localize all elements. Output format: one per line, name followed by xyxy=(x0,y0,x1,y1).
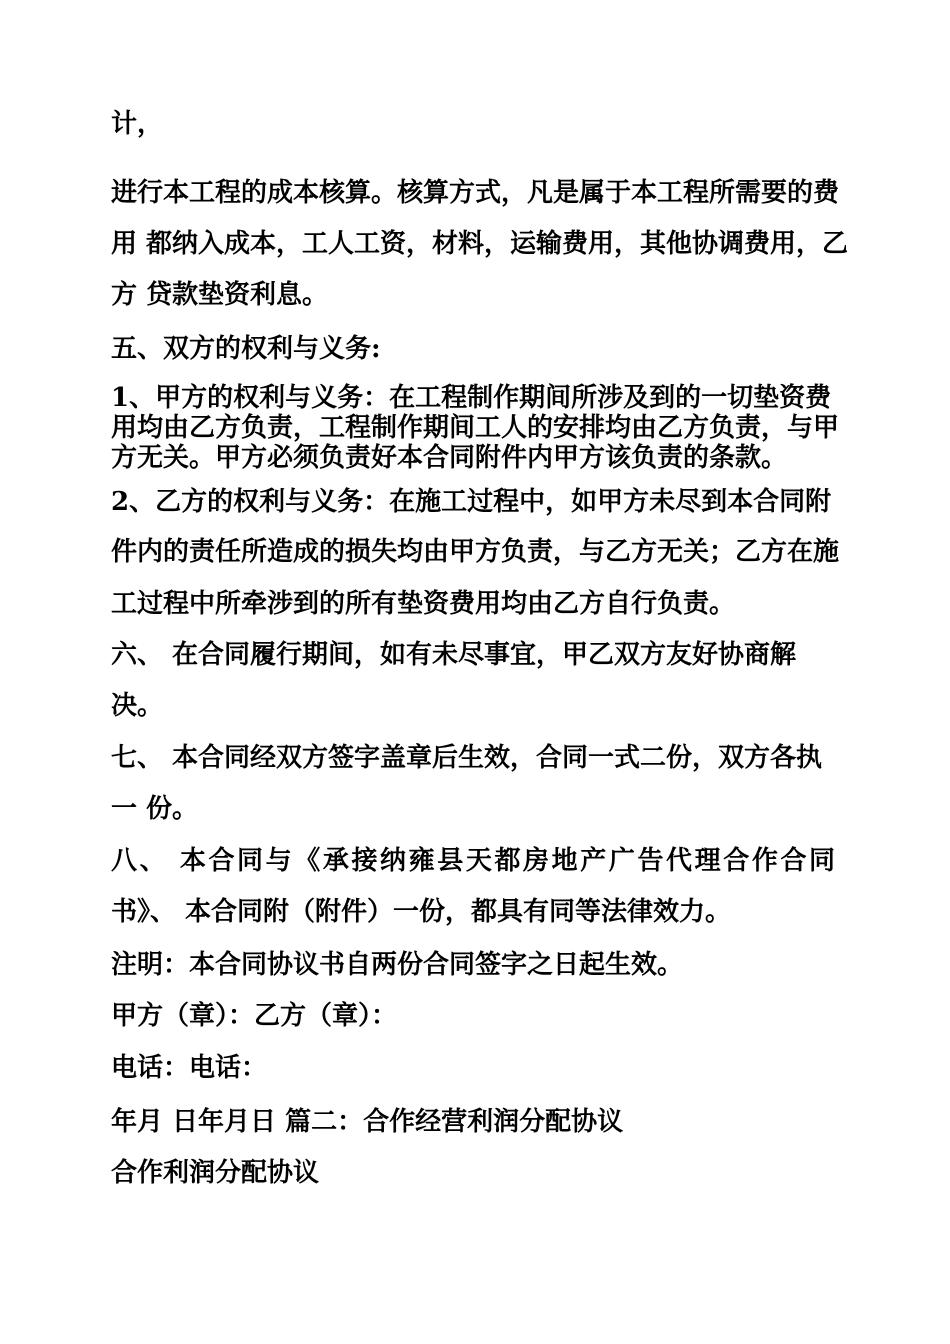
text-line: 方 贷款垫资利息。 xyxy=(111,280,329,310)
text-line: 用均由乙方负责，工程制作期间工人的安排均由乙方负责，与甲 xyxy=(111,413,840,443)
text-line: 工过程中所牵涉到的所有垫资费用均由乙方自行负责。 xyxy=(111,589,736,619)
text-line: 书》、 本合同附（附件）一份，都具有同等法律效力。 xyxy=(111,897,732,927)
agreement-title: 合作利润分配协议 xyxy=(111,1158,320,1188)
signature-line: 甲方（章）：乙方（章）： xyxy=(111,1001,398,1031)
phone-line: 电话：电话： xyxy=(111,1053,268,1083)
text-line: 六、 在合同履行期间，如有未尽事宜，甲乙双方友好协商解 xyxy=(111,640,797,670)
text-line: 1、甲方的权利与义务：在工程制作期间所涉及到的一切垫资费 xyxy=(111,383,832,413)
text-line: 计， xyxy=(111,109,164,139)
text-line: 2、乙方的权利与义务：在施工过程中，如甲方未尽到本合同附 xyxy=(111,487,832,517)
text-line: 用 都纳入成本，工人工资，材料，运输费用，其他协调费用，乙 xyxy=(111,229,849,259)
text-line: 七、 本合同经双方签字盖章后生效，合同一式二份，双方各执 xyxy=(111,743,823,773)
text-line: 决。 xyxy=(111,691,164,721)
date-line: 年月 日年月日 篇二：合作经营利润分配协议 xyxy=(111,1107,624,1137)
section-heading: 五、双方的权利与义务: xyxy=(111,334,381,364)
text-line: 一 份。 xyxy=(111,794,199,824)
text-line: 件内的责任所造成的损失均由甲方负责，与乙方无关；乙方在施 xyxy=(111,537,840,567)
text-line: 八、 本合同与《承接纳雍县天都房地产广告代理合作合同 xyxy=(111,846,838,876)
text-line: 注明：本合同协议书自两份合同签字之日起生效。 xyxy=(111,950,684,980)
text-line: 方无关。甲方必须负责好本合同附件内甲方该负责的条款。 xyxy=(111,443,788,473)
text-line: 进行本工程的成本核算。核算方式，凡是属于本工程所需要的费 xyxy=(111,178,840,208)
